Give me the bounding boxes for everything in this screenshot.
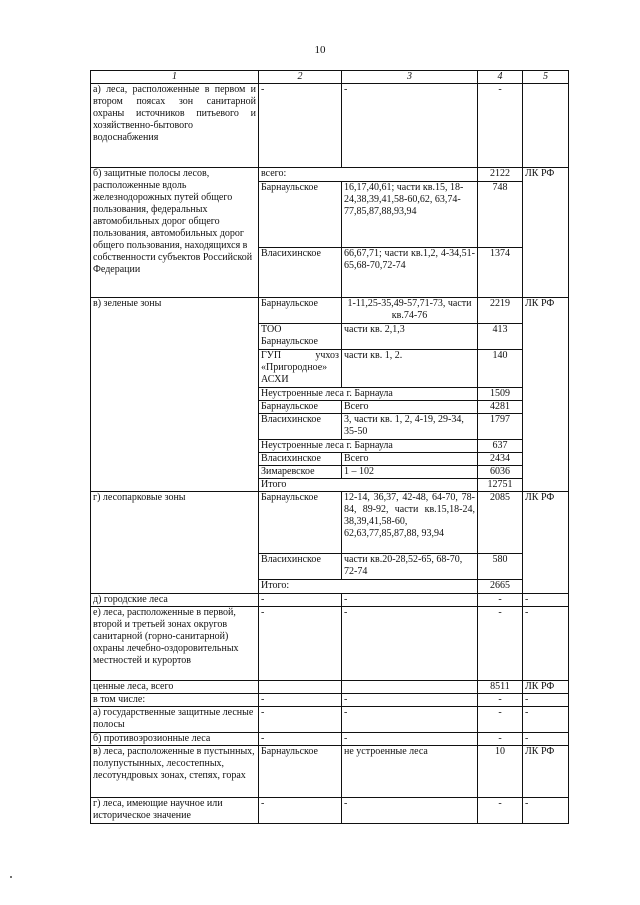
forestry-cell: Барнаульское (259, 746, 342, 798)
quarters-cell: части кв. 2,1,3 (342, 324, 478, 350)
forestry-cell: ГУП учхоз «Пригородное» АСХИ (259, 350, 342, 388)
category-cell: в) леса, расположенные в пустынных, полупустынных, лесостепных, лесотундровых зонах, степях, горах (91, 746, 259, 798)
basis-cell: ЛК РФ (523, 298, 569, 492)
area-cell: 1797 (478, 414, 523, 440)
forest-table (90, 70, 569, 824)
basis-cell: ЛК РФ (523, 746, 569, 798)
category-cell: г) лесопарковые зоны (91, 492, 259, 594)
quarters-cell: не устроенные леса (342, 746, 478, 798)
quarters-cell: - (342, 594, 478, 607)
quarters-cell: - (342, 733, 478, 746)
basis-cell: ЛК РФ (523, 492, 569, 594)
quarters-cell: Всего (342, 453, 478, 466)
category-cell: а) леса, расположенные в первом и втором поясах зон санитарной охраны источников питьевого и хозяйственно-бытового водоснабжения (91, 84, 259, 168)
column-header: 2 (259, 71, 342, 84)
table-row (91, 746, 569, 798)
scan-speck (10, 876, 12, 878)
forestry-cell: Итого (259, 479, 478, 492)
category-cell: а) государственные защитные лесные полосы (91, 707, 259, 733)
column-header: 5 (523, 71, 569, 84)
table-row (91, 707, 569, 733)
forestry-cell: Барнаульское (259, 401, 342, 414)
forestry-cell: - (259, 84, 342, 168)
quarters-cell: части кв.20-28,52-65, 68-70, 72-74 (342, 554, 478, 580)
category-cell: б) противоэрозионные леса (91, 733, 259, 746)
quarters-cell: - (342, 694, 478, 707)
basis-cell: - (523, 798, 569, 824)
quarters-cell: 1 – 102 (342, 466, 478, 479)
table-row (91, 733, 569, 746)
table-row (91, 168, 569, 182)
table-row (91, 798, 569, 824)
area-cell: 748 (478, 182, 523, 248)
basis-cell: - (523, 733, 569, 746)
quarters-cell: части кв. 1, 2. (342, 350, 478, 388)
area-cell: 413 (478, 324, 523, 350)
forestry-cell: Барнаульское (259, 182, 342, 248)
area-cell: 1509 (478, 388, 523, 401)
table-row (91, 607, 569, 681)
forestry-cell: - (259, 607, 342, 681)
forestry-cell: - (259, 798, 342, 824)
page-number: 10 (314, 44, 326, 56)
forestry-cell: ТОО Барнаульское (259, 324, 342, 350)
area-cell: 637 (478, 440, 523, 453)
column-header: 1 (91, 71, 259, 84)
table-row (91, 694, 569, 707)
area-cell: 4281 (478, 401, 523, 414)
table-row (91, 84, 569, 168)
table-header-row (91, 71, 569, 84)
forestry-cell: - (259, 707, 342, 733)
area-cell: 2122 (478, 168, 523, 182)
area-cell: 1374 (478, 248, 523, 298)
area-cell: 10 (478, 746, 523, 798)
category-cell: ценные леса, всего (91, 681, 259, 694)
area-cell: 12751 (478, 479, 523, 492)
table-row (91, 298, 569, 324)
area-cell: - (478, 694, 523, 707)
quarters-cell: - (342, 84, 478, 168)
quarters-cell: 1-11,25-35,49-57,71-73, части кв.74-76 (342, 298, 478, 324)
basis-cell: - (523, 694, 569, 707)
area-cell: - (478, 707, 523, 733)
basis-cell: ЛК РФ (523, 168, 569, 298)
forestry-cell: всего: (259, 168, 478, 182)
basis-cell (523, 84, 569, 168)
area-cell: 2085 (478, 492, 523, 554)
area-cell: 2219 (478, 298, 523, 324)
forestry-cell: - (259, 594, 342, 607)
area-cell: 8511 (478, 681, 523, 694)
quarters-cell: 16,17,40,61; части кв.15, 18-24,38,39,41,58-60,62, 63,74-77,85,87,88,93,94 (342, 182, 478, 248)
basis-cell: ЛК РФ (523, 681, 569, 694)
forestry-cell: Власихинское (259, 414, 342, 440)
forestry-cell: Неустроенные леса г. Барнаула (259, 388, 478, 401)
forestry-cell: Барнаульское (259, 298, 342, 324)
area-cell: - (478, 594, 523, 607)
forestry-cell: Неустроенные леса г. Барнаула (259, 440, 478, 453)
quarters-cell: - (342, 798, 478, 824)
area-cell: - (478, 607, 523, 681)
forestry-cell: Барнаульское (259, 492, 342, 554)
table-row (91, 594, 569, 607)
quarters-cell: - (342, 607, 478, 681)
column-header: 4 (478, 71, 523, 84)
category-cell: д) городские леса (91, 594, 259, 607)
forestry-cell: Власихинское (259, 248, 342, 298)
forestry-cell: Итого: (259, 580, 478, 594)
category-cell: е) леса, расположенные в первой, второй и третьей зонах округов санитарной (горно-санитарной) охраны лечебно-оздоровительных местностей и курортов (91, 607, 259, 681)
forestry-cell: Власихинское (259, 554, 342, 580)
forestry-cell: - (259, 694, 342, 707)
area-cell: - (478, 798, 523, 824)
table-row (91, 492, 569, 554)
basis-cell: - (523, 594, 569, 607)
quarters-cell: Всего (342, 401, 478, 414)
column-header: 3 (342, 71, 478, 84)
forestry-cell: - (259, 733, 342, 746)
area-cell: 140 (478, 350, 523, 388)
category-cell: в) зеленые зоны (91, 298, 259, 492)
area-cell: 2434 (478, 453, 523, 466)
category-cell: б) защитные полосы лесов, расположенные вдоль железнодорожных путей общего пользования, федеральных автомобильных дорог общего пользования, автомобильных дорог общего пользования, находящихся в собственности субъектов Российской Федерации (91, 168, 259, 298)
area-cell: - (478, 733, 523, 746)
forestry-cell (259, 681, 342, 694)
forestry-cell: Зимаревское (259, 466, 342, 479)
basis-cell: - (523, 607, 569, 681)
table-row (91, 681, 569, 694)
quarters-cell: 12-14, 36,37, 42-48, 64-70, 78-84, 89-92, части кв.15,18-24, 38,39,41,58-60, 62,63,77,85,87,88, 93,94 (342, 492, 478, 554)
basis-cell: - (523, 707, 569, 733)
category-cell: г) леса, имеющие научное или историческое значение (91, 798, 259, 824)
quarters-cell: 66,67,71; части кв.1,2, 4-34,51-65,68-70,72-74 (342, 248, 478, 298)
area-cell: 2665 (478, 580, 523, 594)
area-cell: - (478, 84, 523, 168)
quarters-cell: - (342, 707, 478, 733)
area-cell: 580 (478, 554, 523, 580)
category-cell: в том числе: (91, 694, 259, 707)
forestry-cell: Власихинское (259, 453, 342, 466)
quarters-cell (342, 681, 478, 694)
area-cell: 6036 (478, 466, 523, 479)
quarters-cell: 3, части кв. 1, 2, 4-19, 29-34, 35-50 (342, 414, 478, 440)
